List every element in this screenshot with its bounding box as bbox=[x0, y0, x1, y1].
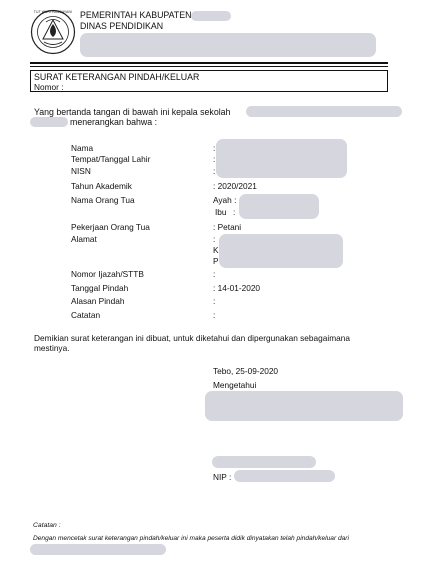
footer-note-label: Catatan : bbox=[33, 522, 61, 529]
field-label-tahun-akademik: Tahun Akademik bbox=[71, 181, 132, 191]
letter-title: SURAT KETERANGAN PINDAH/KELUAR bbox=[34, 72, 200, 82]
redacted-school-1 bbox=[246, 106, 402, 117]
redacted-student-identity bbox=[216, 139, 347, 178]
redacted-regency bbox=[191, 11, 231, 21]
address-fragment-2: P bbox=[213, 256, 219, 266]
field-colon-ibu: : bbox=[233, 207, 236, 217]
field-label-ayah: Ayah : bbox=[213, 195, 237, 205]
logo-emblem-icon bbox=[30, 9, 76, 55]
closing-line-1: Demikian surat keterangan ini dibuat, untuk diketahui dan dipergunakan sebagaimana bbox=[34, 333, 350, 343]
field-label-ttl: Tempat/Tanggal Lahir bbox=[71, 154, 151, 164]
field-colon-nisn: : bbox=[213, 166, 216, 176]
field-label-alasan: Alasan Pindah bbox=[71, 296, 125, 306]
redacted-signatory-name bbox=[212, 456, 316, 468]
closing-line-2: mestinya. bbox=[34, 343, 70, 353]
field-colon-ttl: : bbox=[213, 154, 216, 164]
redacted-footer-school bbox=[30, 544, 166, 555]
field-label-orang-tua: Nama Orang Tua bbox=[71, 195, 135, 205]
redacted-school-name bbox=[80, 33, 376, 57]
redacted-address bbox=[219, 234, 343, 268]
intro-line-1: Yang bertanda tangan di bawah ini kepala sekolah bbox=[34, 107, 231, 117]
header-department: DINAS PENDIDIKAN bbox=[80, 21, 164, 31]
signature-acknowledged: Mengetahui bbox=[213, 380, 257, 390]
field-value-pekerjaan: : Petani bbox=[213, 222, 242, 232]
field-value-tanggal-pindah: : 14-01-2020 bbox=[213, 283, 261, 293]
field-label-nisn: NISN bbox=[71, 166, 91, 176]
redacted-school-head bbox=[205, 391, 403, 421]
address-fragment-1: K bbox=[213, 245, 219, 255]
field-colon-alamat: : bbox=[213, 234, 216, 244]
redacted-nip bbox=[234, 470, 335, 482]
header-rule-thin bbox=[30, 66, 388, 67]
signature-nip-label: NIP : bbox=[213, 472, 232, 482]
header-rule-thick bbox=[30, 62, 388, 64]
field-value-tahun-akademik: : 2020/2021 bbox=[213, 181, 257, 191]
intro-line-2: menerangkan bahwa : bbox=[70, 117, 158, 127]
field-label-ijazah: Nomor Ijazah/STTB bbox=[71, 269, 144, 279]
logo-text: TUT WURI HANDAYANI bbox=[33, 10, 73, 14]
field-colon-nama: : bbox=[213, 143, 216, 153]
tut-wuri-handayani-logo bbox=[30, 9, 76, 55]
field-label-ibu: Ibu bbox=[215, 207, 227, 217]
signature-place-date: Tebo, 25-09-2020 bbox=[213, 366, 279, 376]
field-label-tanggal-pindah: Tanggal Pindah bbox=[71, 283, 129, 293]
redacted-parent-names bbox=[239, 194, 319, 219]
field-label-alamat: Alamat bbox=[71, 234, 97, 244]
footer-note-text: Dengan mencetak surat keterangan pindah/keluar ini maka peserta didik dinyatakan telah pindah/keluar dari bbox=[33, 535, 349, 542]
field-colon-alasan: : bbox=[213, 296, 216, 306]
field-label-nama: Nama bbox=[71, 143, 94, 153]
redacted-school-2 bbox=[30, 117, 68, 127]
field-label-pekerjaan: Pekerjaan Orang Tua bbox=[71, 222, 150, 232]
field-label-catatan: Catatan bbox=[71, 310, 101, 320]
letter-number-label: Nomor : bbox=[34, 82, 64, 92]
header-government: PEMERINTAH KABUPATEN bbox=[80, 10, 192, 20]
field-colon-ijazah: : bbox=[213, 269, 216, 279]
field-colon-catatan: : bbox=[213, 310, 216, 320]
